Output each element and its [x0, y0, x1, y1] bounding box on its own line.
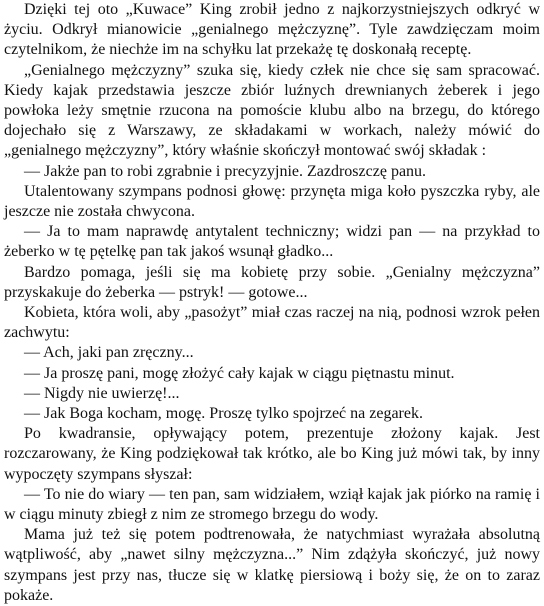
- paragraph-2: „Genialnego mężczyzny” szuka się, kiedy człek nie chce się sam spracować. Kiedy kajak przedstawia jeszcze zbiór luźnych drewnianych żeberek i jego powłoka leży smętnie rzucona na pomoście klubu albo na brzegu, do którego dojechało się z Warszawy, ze składakami w workach, należy mówić do „genialnego mężczyzny”, który właśnie skończył montować swój składak :: [4, 61, 540, 160]
- paragraph-3: — Jakże pan to robi zgrabnie i precyzyjnie. Zazdroszczę panu.: [24, 162, 427, 180]
- paragraph-6: Bardzo pomaga, jeśli się ma kobietę przy sobie. „Genialny mężczyzna” przyskakuje do żeberka — pstryk! — gotowe...: [4, 263, 540, 301]
- paragraph-4: Utalentowany szympans podnosi głowę: przynęta miga koło pyszczka ryby, ale jeszcze nie została chwycona.: [4, 182, 540, 221]
- paragraph-10: — Nigdy nie uwierzę!...: [24, 384, 180, 402]
- paragraph-1: Dzięki tej oto „Kuwace” King zrobił jedno z najkorzystniejszych odkryć w życiu. Odkrył mianowicie „genialnego mężczyznę”. Tyle zawdzięczam moim czytelnikom, że niechże im na schyłku lat przekażę tę doskonałą receptę.: [4, 1, 540, 59]
- paragraph-11: — Jak Boga kocham, mogę. Proszę tylko spojrzeć na zegarek.: [24, 405, 423, 423]
- paragraph-13: — To nie do wiary — ten pan, sam widziałem, wziął kajak jak piórko na ramię i w ciągu minuty zbiegł z nim ze stromego brzegu do wody.: [4, 485, 540, 524]
- paragraph-14: Mama już też się potem podtrenowała, że natychmiast wyrażała absolutną wątpliwość, aby „nawet silny mężczyzna...” Nim zdążyła skończyć, już nowy szympans jest przy nas, tłucze się w klatkę piersiową i boży się, że on to zaraz pokaże.: [4, 526, 540, 604]
- paragraph-8: — Ach, jaki pan zręczny...: [24, 344, 194, 362]
- paragraph-12: Po kwadransie, opływający potem, prezentuje złożony kajak. Jest rozczarowany, że King podziękował tak krótko, ale bo King już mówi tak, by inny wypoczęty szympans słyszał:: [4, 425, 540, 483]
- paragraph-7: Kobieta, która woli, aby „pasożyt” miał czas raczej na nią, podnosi wzrok pełen zachwytu:: [4, 304, 540, 342]
- paragraph-9: — Ja proszę pani, mogę złożyć cały kajak w ciągu piętnastu minut.: [24, 364, 455, 382]
- paragraph-5: — Ja to mam naprawdę antytalent techniczny; widzi pan — na przykład to żeberko w tę pętelkę pan tak jakoś wsunął gładko...: [4, 223, 540, 261]
